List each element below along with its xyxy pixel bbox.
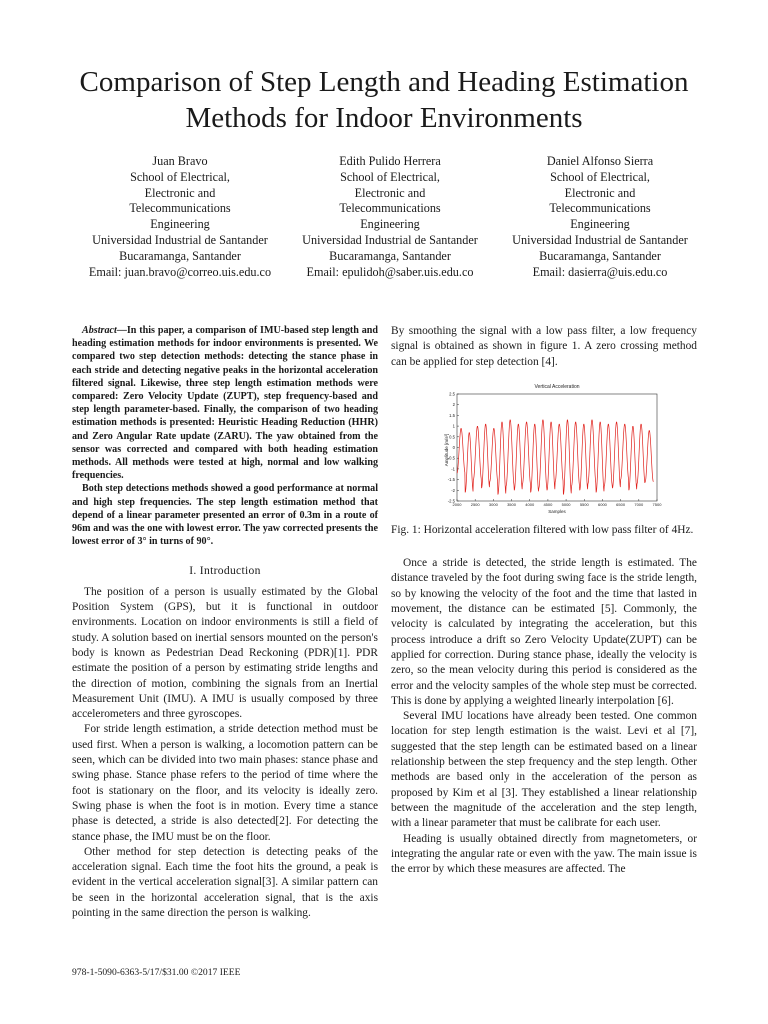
right-paragraph-1: Once a stride is detected, the stride length is estimated. The distance traveled by the foot during swing face is the stride length, so by knowing the velocity of the foot and the time that lasted in movement, the distance can be estimated [5]. Commonly, the velocity is calculated by integrating the acceleration, but this process introduce a drift so Zero Velocity Update(ZUPT) can be applied for correction. During stance phase, ideally the velocity is zero, so the mean velocity during this period is considered as the error and the velocity samples of the whole step must be corrected. This is done by applying a weighted linearly interpolation [6]. <box>391 557 697 707</box>
author-university: Universidad Industrial de Santander <box>512 232 688 247</box>
author-affiliation: School of Electrical, <box>130 169 230 184</box>
right-column <box>391 324 697 877</box>
y-tick-label: 1.5 <box>449 412 455 418</box>
right-paragraph-0: By smoothing the signal with a low pass filter, a low frequency signal is obtained as shown in figure 1. A zero crossing method can be applied for step detection [4]. <box>391 325 697 368</box>
chart-y-label: Amplitude [m/s²] <box>444 433 449 467</box>
y-tick-label: -2 <box>451 487 455 493</box>
x-tick-label: 5000 <box>561 501 571 507</box>
author-city: Bucaramanga, Santander <box>329 248 451 263</box>
author-university: Universidad Industrial de Santander <box>302 232 478 247</box>
acceleration-chart <box>391 380 697 515</box>
author-2 <box>290 154 490 280</box>
right-paragraph-3: Heading is usually obtained directly from magnetometers, or integrating the angular rate or even with the yaw. The main issue is the error by which these measures are affected. The <box>391 832 697 876</box>
x-tick-label: 4000 <box>525 501 535 507</box>
x-tick-label: 6500 <box>616 501 626 507</box>
series-line-acceleration <box>457 420 653 495</box>
author-affiliation: School of Electrical, <box>550 169 650 184</box>
author-affiliation: Telecommunications <box>129 201 231 216</box>
author-affiliation: Telecommunications <box>339 201 441 216</box>
author-affiliation: Engineering <box>360 217 420 232</box>
x-tick-label: 7000 <box>634 501 644 507</box>
author-affiliation: Electronic and <box>144 185 216 200</box>
intro-paragraph-3: Other method for step detection is detecting peaks of the acceleration signal. Each time the foot hits the ground, a peak is evident in the vertical acceleration signal[3]. A similar pattern can be seen in the horizontal acceleration signal, that is the axis pointing in the same direction the person is walking. <box>72 845 378 919</box>
paper-title <box>0 64 768 136</box>
title-line-2: Methods for Indoor Environments <box>185 102 583 134</box>
author-affiliation: Engineering <box>570 217 630 232</box>
y-tick-label: 2.5 <box>449 391 455 397</box>
figure-1-caption: Fig. 1: Horizontal acceleration filtered with low pass filter of 4Hz. <box>391 523 694 536</box>
author-name: Juan Bravo <box>152 154 208 168</box>
title-line-1: Comparison of Step Length and Heading Estimation <box>79 66 689 98</box>
author-name: Edith Pulido Herrera <box>339 154 441 168</box>
x-tick-label: 3500 <box>507 501 516 507</box>
y-tick-label: 0.5 <box>449 434 455 440</box>
chart-title: Vertical Acceleration <box>534 383 580 390</box>
author-affiliation: Telecommunications <box>549 201 651 216</box>
y-tick-label: -2.5 <box>447 498 455 504</box>
abstract-paragraph-2: Both step detections methods showed a good performance at normal and high step frequencies. The step length estimation method that depend of a linear parameter presented an error of 0.3m in a route of 96m and was the one with lowest error. The yaw corrected presents the lowest error of 3° in turns of 90°. <box>72 483 378 548</box>
author-affiliation: Electronic and <box>564 185 636 200</box>
author-email: Email: juan.bravo@correo.uis.edu.co <box>88 264 272 279</box>
author-affiliation: Engineering <box>150 217 210 232</box>
author-3 <box>500 154 700 280</box>
author-affiliation: School of Electrical, <box>340 169 440 184</box>
y-tick-label: -0.5 <box>447 455 455 461</box>
right-paragraph-2: Several IMU locations have already been tested. One common location for step length estimation is the waist. Levi et al [7], suggested that the step length can be estimated based on a linear relationship between the step frequency and the step length. Other methods are based only in the acceleration of the person as proposed by Kim et al [3]. They established a linear relationship between the magnitude of the acceleration and the step length, with a linear parameter that must be calibrate for each user. <box>391 710 697 830</box>
author-university: Universidad Industrial de Santander <box>92 232 268 247</box>
y-tick-label: -1.5 <box>447 476 455 482</box>
author-city: Bucaramanga, Santander <box>119 248 241 263</box>
intro-paragraph-2: For stride length estimation, a stride detection method must be used first. When a person is walking, a locomotion pattern can be seen, which can be divided into two main phases: stance phase and swing phase. Stance phase refers to the period of time where the foot is stationary on the floor, and its velocity is ideally zero. Swing phase is when the foot is in motion. Every time a stance phase is detected, a stride is also detected[2]. For detecting the stance phase, the IMU must be on the floor. <box>72 723 378 843</box>
x-tick-label: 5500 <box>579 501 589 507</box>
copyright-footer: 978-1-5090-6363-5/17/$31.00 ©2017 IEEE <box>72 967 241 978</box>
x-tick-label: 2500 <box>470 501 480 507</box>
y-tick-label: 2 <box>452 402 455 408</box>
x-tick-label: 2000 <box>452 501 462 507</box>
author-name: Daniel Alfonso Sierra <box>546 154 654 168</box>
intro-paragraph-1: The position of a person is usually estimated by the Global Position System (GPS), but it is functional in outdoor environments. Location on indoor environments is still a field of study. A solution based on inertial sensors mounted on the person's body is known as Pedestrian Dead Reckoning (PDR)[1]. PDR estimate the position of a person by estimating stride lengths and the direction of motion, combining the signals from an Inertial Measurement Unit (IMU). A IMU is usually composed by three accelerometers and three gyroscopes. <box>72 585 378 721</box>
x-tick-label: 4500 <box>543 501 553 507</box>
abstract <box>72 324 378 548</box>
x-tick-label: 3000 <box>488 501 498 507</box>
y-tick-label: 0 <box>452 444 455 450</box>
abstract-label: Abstract <box>82 325 117 336</box>
abstract-paragraph-1: —In this paper, a comparison of IMU-based step length and heading estimation methods for indoor environments is presented. We compared two step detection methods: detecting the stance phase in each stride and detecting negative peaks in the horizontal acceleration filtered signal. Likewise, three step length estimation methods were compared: Zero Velocity Update (ZUPT), step frequency-based and step length parameter-based. Finally, the comparison of two heading estimation methods is presented: Heuristic Heading Reduction (HHR) and Zero Angular Rate update (ZARU). The yaw obtained from the sensor was corrected and compared with both heading estimation methods. All methods were tested at high, normal and low walking frequencies. <box>72 325 378 482</box>
section-heading-introduction: I. Introduction <box>189 564 261 578</box>
author-city: Bucaramanga, Santander <box>539 248 661 263</box>
author-email: Email: dasierra@uis.edu.co <box>532 264 668 279</box>
chart-x-label: Samples <box>548 508 566 514</box>
author-block <box>80 154 700 280</box>
x-tick-label: 6000 <box>598 501 607 507</box>
x-tick-label: 7500 <box>652 501 662 507</box>
author-1 <box>80 154 280 280</box>
y-tick-label: -1 <box>451 466 455 472</box>
figure-1 <box>391 380 697 515</box>
y-tick-label: 1 <box>452 423 455 429</box>
author-affiliation: Electronic and <box>354 185 426 200</box>
left-column <box>72 324 378 921</box>
author-email: Email: epulidoh@saber.uis.edu.co <box>306 264 474 279</box>
